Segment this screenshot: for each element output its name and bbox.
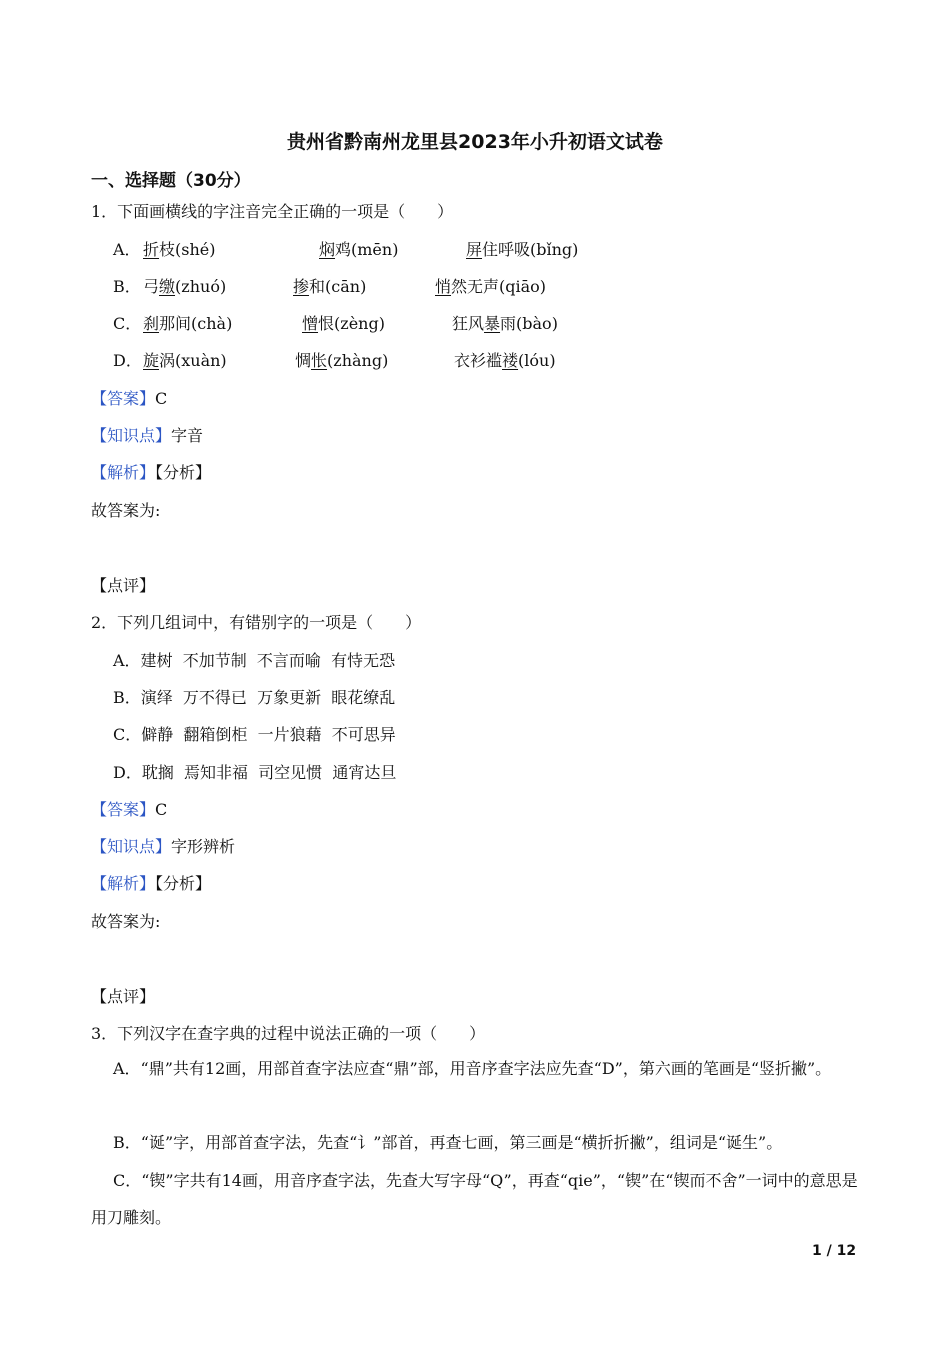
answer-line: 【答案】C [91,800,168,819]
option-item: 屏住呼吸(bǐng) [466,240,579,259]
option-item: 焖鸡(mēn) [319,240,399,259]
analysis-line: 【解析】【分析】 [91,463,212,482]
answer-line: 【答案】C [91,389,168,408]
option-item: 狂风暴雨(bào) [452,314,558,333]
option-row: D．耽搁 焉知非福 司空见惯 通宵达旦 [113,763,397,782]
question-3-stem: 3．下列汉字在查字典的过程中说法正确的一项（ ） [91,1024,486,1043]
knowledge-point-line: 【知识点】字音 [91,426,204,445]
comment-line: 【点评】 [91,987,156,1006]
option-b-paragraph: B．“诞”字，用部首查字法，先查“讠”部首，再查七画，第三画是“横折折撇”，组词是“诞生”。 [113,1133,783,1152]
page-title: 贵州省黔南州龙里县2023年小升初语文试卷 [287,131,663,153]
option-item: 折枝(shé) [143,240,216,259]
option-item: 惆怅(zhàng) [295,351,389,370]
option-letter: B． [113,277,141,296]
option-item: 旋涡(xuàn) [143,351,227,370]
option-item: 憎恨(zèng) [302,314,385,333]
analysis-line: 【解析】【分析】 [91,874,212,893]
option-row: A．建树 不加节制 不言而喻 有恃无恐 [113,651,396,670]
option-item: 弓缴(zhuó) [143,277,227,296]
knowledge-point-line: 【知识点】字形辨析 [91,837,236,856]
question-1-stem: 1．下面画横线的字注音完全正确的一项是（ ） [91,202,454,221]
option-row: B．演绎 万不得已 万象更新 眼花缭乱 [113,688,396,707]
option-row: C．僻静 翻箱倒柜 一片狼藉 不可思异 [113,725,396,744]
page-number: 1 / 12 [812,1243,857,1259]
question-2-stem: 2．下列几组词中，有错别字的一项是（ ） [91,613,422,632]
option-item: 悄然无声(qiāo) [435,277,547,296]
option-item: 掺和(cān) [293,277,367,296]
option-letter: D． [113,351,142,370]
option-a-paragraph: A．“鼎”共有12画，用部首查字法应查“鼎”部，用音序查字法应先查“D”，第六画的笔画是“竖折撇”。 [113,1059,832,1078]
option-letter: A． [113,240,141,259]
conclusion-line: 故答案为: [91,501,161,520]
option-item: 衣衫褴褛(lóu) [454,351,556,370]
comment-line: 【点评】 [91,576,156,595]
conclusion-line: 故答案为: [91,912,161,931]
option-letter: C． [113,314,142,333]
section-heading: 一、选择题（30分） [91,171,251,191]
option-c-paragraph: C．“锲”字共有14画，用音序查字法，先查大写字母“Q”，再查“qie”，“锲”在“锲而不舍”一词中的意思是用刀雕刻。 [91,1171,858,1227]
option-item: 刹那间(chà) [143,314,233,333]
